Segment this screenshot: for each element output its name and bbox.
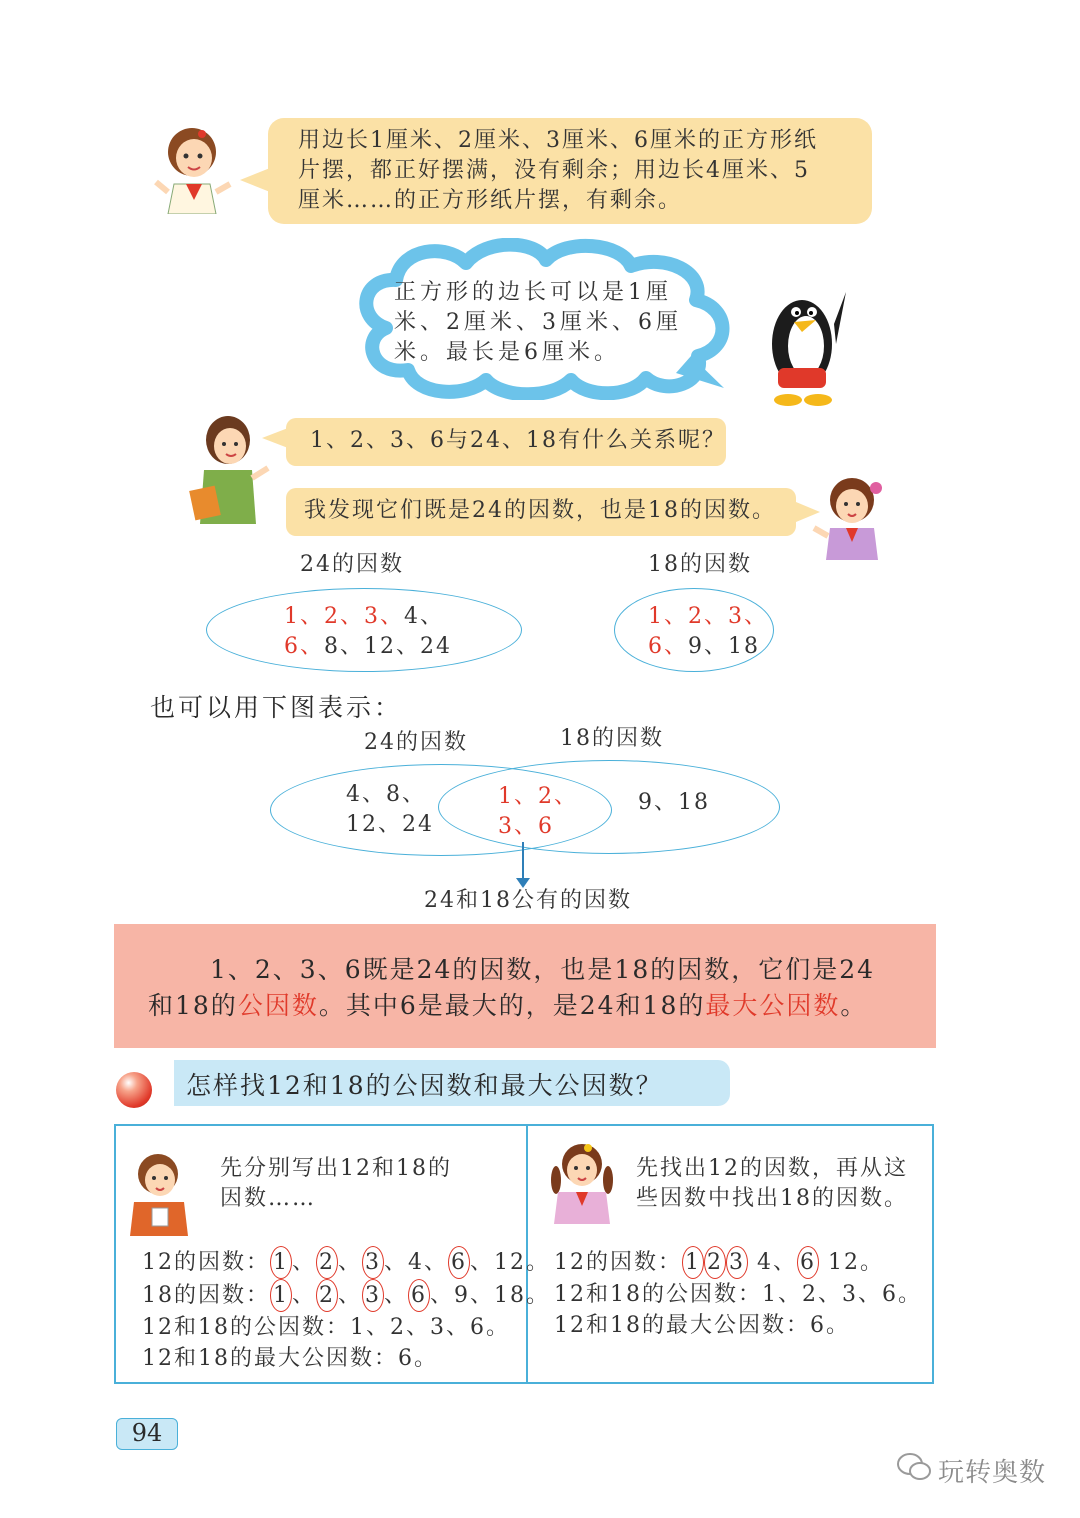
circled-factor: 2	[704, 1246, 726, 1279]
watermark-text: 玩转奥数	[938, 1458, 1047, 1488]
circled-factor: 1	[270, 1246, 292, 1279]
circled-factor: 2	[316, 1279, 338, 1312]
common-factors: 1、2、3、	[648, 604, 768, 629]
row-text: 4、	[757, 1250, 797, 1275]
question-box	[174, 1060, 730, 1106]
circled-factor: 3	[362, 1279, 384, 1312]
speech-bubble-3	[286, 488, 796, 536]
intro-line: 些因数中找出18的因数。	[636, 1186, 908, 1211]
method1-intro	[220, 1154, 452, 1214]
bubble-line: 用边长1厘米、2厘米、3厘米、6厘米的正方形纸	[298, 128, 818, 153]
venn-label-24: 24的因数	[364, 730, 468, 755]
circled-factor: 2	[316, 1246, 338, 1279]
set-label-18: 18的因数	[648, 552, 752, 577]
cloud-text	[394, 278, 714, 368]
venn-line: 4、8、	[346, 782, 426, 807]
factor-row-12	[554, 1246, 922, 1279]
speech-bubble-2	[286, 418, 726, 466]
bubble-tail	[262, 428, 288, 448]
arrow-line	[522, 842, 524, 880]
intro-line: 先分别写出12和18的	[220, 1156, 452, 1181]
girl-illustration	[150, 122, 240, 214]
set-24-content	[284, 602, 452, 662]
cloud-line: 米。最长是6厘米。	[394, 340, 620, 365]
method1-rows	[142, 1246, 550, 1374]
common-factors: 6、	[284, 634, 324, 659]
definition-text: 。	[840, 991, 868, 1020]
intro-line: 先找出12的因数，再从这	[636, 1156, 908, 1181]
penguin-illustration	[756, 284, 848, 410]
venn-line: 1、2、	[498, 784, 578, 809]
venn-label-18: 18的因数	[560, 726, 664, 751]
row-text: 12。	[828, 1250, 884, 1275]
cloud-line: 米、2厘米、3厘米、6厘	[394, 310, 682, 335]
cloud-line: 正方形的边长可以是1厘	[394, 280, 672, 305]
circled-factor: 6	[408, 1279, 430, 1312]
venn-line: 12、24	[346, 812, 434, 837]
ball-icon	[116, 1072, 152, 1108]
also-text: 也可以用下图表示：	[150, 693, 403, 722]
wechat-icon	[896, 1452, 932, 1482]
circled-factor: 3	[362, 1246, 384, 1279]
term-gcd: 最大公因数	[705, 991, 841, 1020]
venn-ellipse-18	[438, 760, 780, 854]
bubble-line: 片摆，都正好摆满，没有剩余；用边长4厘米、5	[298, 158, 810, 183]
bubble-tail	[240, 168, 270, 192]
gcd-row: 12和18的最大公因数：6。	[554, 1313, 850, 1338]
venn-right-content: 9、18	[638, 790, 710, 815]
common-factor-row: 12和18的公因数：1、2、3、6。	[142, 1315, 510, 1340]
definition-line2	[148, 988, 916, 1024]
common-factors: 6、	[648, 634, 688, 659]
bubble-text: 我发现它们既是24的因数，也是18的因数。	[304, 498, 776, 523]
other-factors: 8、12、24	[324, 634, 452, 659]
common-factor-row: 12和18的公因数：1、2、3、6。	[554, 1282, 922, 1307]
term-common-factor: 公因数	[237, 991, 319, 1020]
other-factors: 9、18	[688, 634, 760, 659]
intro-line: 因数……	[220, 1186, 317, 1211]
circled-factor: 1	[270, 1279, 292, 1312]
circled-factor: 3	[726, 1246, 748, 1279]
circled-factor: 6	[797, 1246, 819, 1279]
page-number-box	[116, 1418, 178, 1450]
set-18-content	[648, 602, 768, 662]
row-label: 18的因数：	[142, 1283, 270, 1308]
circled-factor: 6	[448, 1246, 470, 1279]
venn-mid-content	[498, 782, 578, 842]
venn-left-content	[346, 780, 434, 840]
teacher-illustration	[186, 414, 272, 524]
other-factors: 4、	[404, 604, 444, 629]
method2-intro	[636, 1154, 908, 1214]
definition-text: 。其中6是最大的，是24和18的	[318, 991, 706, 1020]
venn-line: 3、6	[498, 814, 554, 839]
definition-text: 和18的	[148, 991, 238, 1020]
definition-box	[114, 924, 936, 1048]
bubble-text: 1、2、3、6与24、18有什么关系呢？	[310, 428, 726, 453]
page-number: 94	[131, 1419, 163, 1447]
factor-row-12: 12的因数： 1 、 2 、 3 、4、 6 、12。	[142, 1246, 550, 1279]
row-text: 、9、18。	[430, 1283, 551, 1308]
venn-caption: 24和18公有的因数	[424, 888, 632, 913]
speech-bubble-1	[268, 118, 872, 224]
method2-rows	[554, 1246, 922, 1341]
gcd-row: 12和18的最大公因数：6。	[142, 1346, 438, 1371]
set-label-24: 24的因数	[300, 552, 404, 577]
row-label: 12的因数：	[554, 1250, 682, 1275]
bubble-line: 厘米……的正方形纸片摆，有剩余。	[298, 188, 683, 213]
definition-line1: 1、2、3、6既是24的因数，也是18的因数，它们是24	[210, 955, 876, 984]
row-text: 、12。	[470, 1250, 551, 1275]
boy-illustration	[124, 1150, 194, 1236]
row-label: 12的因数：	[142, 1250, 270, 1275]
girl-illustration-2	[806, 474, 892, 560]
question-text: 怎样找12和18的公因数和最大公因数？	[186, 1071, 663, 1100]
circled-factor: 1	[682, 1246, 704, 1279]
factor-row-18: 18的因数： 1 、 2 、 3 、 6 、9、18。	[142, 1279, 550, 1312]
girl-illustration-3	[544, 1140, 620, 1224]
row-text: 4、	[408, 1250, 449, 1275]
common-factors: 1、2、3、	[284, 604, 404, 629]
